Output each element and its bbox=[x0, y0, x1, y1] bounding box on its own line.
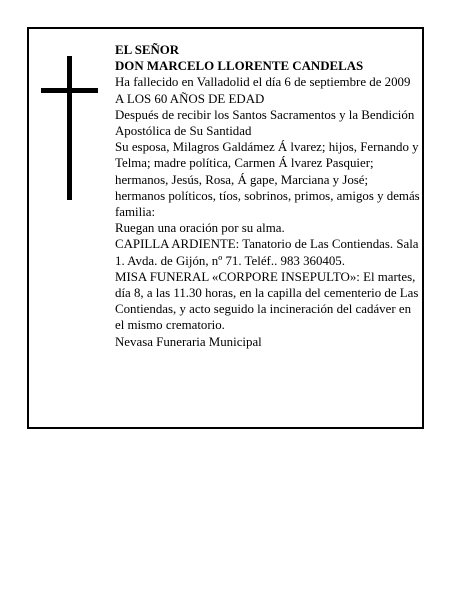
funeral-home: Nevasa Funeraria Municipal bbox=[115, 334, 262, 349]
notice-text bbox=[115, 42, 421, 350]
obituary-notice bbox=[27, 27, 424, 429]
family-list: Su esposa, Milagros Galdámez Á lvarez; hijos, Fernando y Telma; madre política, Carmen Á lvarez Pasquier; hermanos, Jesús, Rosa, Á gape, Marciana y José; hermanos políticos, tíos, sobrinos, primos, amigos y demás familia: bbox=[115, 140, 420, 220]
chapel-info: CAPILLA ARDIENTE: Tanatorio de Las Contiendas. Sala 1. Avda. de Gijón, nº 71. Teléf.. 983 360405. bbox=[115, 237, 419, 268]
latin-cross-icon bbox=[41, 56, 101, 200]
notice-title: EL SEÑOR bbox=[115, 43, 180, 57]
death-announcement: Ha fallecido en Valladolid el día 6 de septiembre de 2009 bbox=[115, 75, 411, 90]
cross-vertical-bar bbox=[67, 56, 72, 200]
prayer-request: Ruegan una oración por su alma. bbox=[115, 221, 285, 236]
deceased-name: DON MARCELO LLORENTE CANDELAS bbox=[115, 59, 364, 74]
sacraments-line: Después de recibir los Santos Sacramentos y la Bendición Apostólica de Su Santidad bbox=[115, 107, 415, 139]
age-line: A LOS 60 AÑOS DE EDAD bbox=[115, 91, 265, 106]
funeral-mass-info: MISA FUNERAL «CORPORE INSEPULTO»: El martes, día 8, a las 11.30 horas, en la capilla del cementerio de Las Contiendas, y acto seguido la incineración del cadáver en el mismo crematorio. bbox=[115, 269, 419, 333]
cross-horizontal-bar bbox=[41, 88, 98, 93]
